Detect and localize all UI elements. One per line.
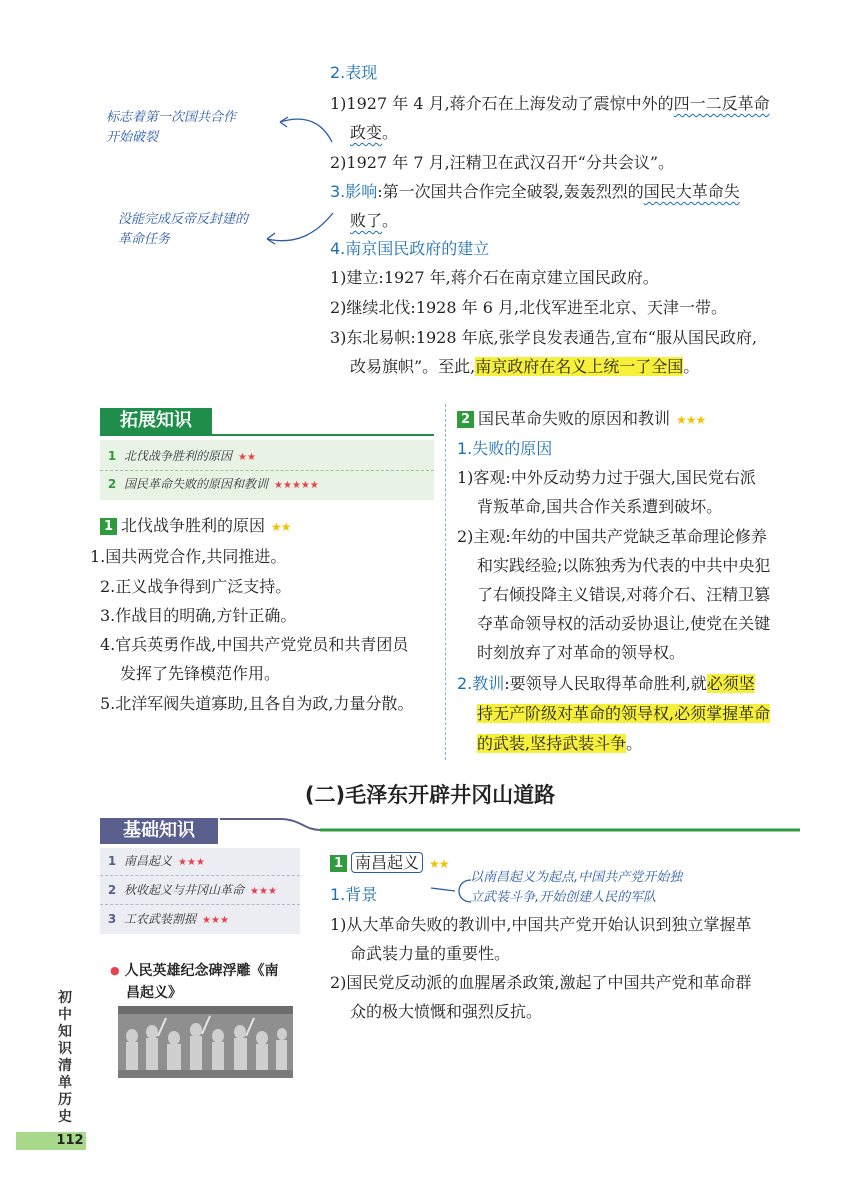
page-number: 112 xyxy=(56,1133,84,1148)
note-line: 开始破裂 xyxy=(106,130,159,145)
star-icon: ★★ xyxy=(429,857,449,871)
number-badge: 1 xyxy=(100,518,117,535)
star-icon: ★★★★★ xyxy=(274,480,319,491)
divider xyxy=(100,434,434,436)
star-icon: ★★★ xyxy=(178,857,205,868)
text-line xyxy=(350,210,398,232)
text-line xyxy=(477,703,770,725)
text-line: 背叛革命,国共合作关系遭到破坏。 xyxy=(477,497,723,516)
item-text: 国民革命失败的原因和教训 xyxy=(124,477,269,491)
highlighted-text: 必须坚 xyxy=(706,674,755,693)
item-number: 1 xyxy=(107,854,117,868)
text-line: 和实践经验;以陈独秀为代表的中共中央犯 xyxy=(477,556,771,575)
item-number: 3 xyxy=(107,912,117,926)
section-title xyxy=(457,408,705,431)
text-line: 众的极大愤慨和强烈反抗。 xyxy=(350,1002,543,1021)
text-line: 2)继续北伐:1928 年 6 月,北伐军进至北京、天津一带。 xyxy=(330,298,728,317)
underlined-text: 败了 xyxy=(350,211,383,230)
text: 1)1927 年 4 月,蒋介石在上海发动了震惊中外的 xyxy=(330,94,674,113)
text-line: 了右倾投降主义错误,对蒋介石、汪精卫篡 xyxy=(477,585,771,604)
handwritten-note xyxy=(106,108,236,148)
expand-list xyxy=(100,440,434,500)
note-line: 以南昌起义为起点,中国共产党开始独 xyxy=(470,870,683,885)
text: 。 xyxy=(382,123,399,142)
text-line xyxy=(350,356,699,378)
text-line: 5.北洋军阀失道寡助,且各自为政,力量分散。 xyxy=(100,694,414,713)
text-line: 发挥了先锋模范作用。 xyxy=(120,664,281,683)
note-line: 没能完成反帝反封建的 xyxy=(118,212,249,227)
text-line xyxy=(350,122,398,144)
underlined-text: 四一二反革命 xyxy=(673,94,770,113)
text-line xyxy=(330,181,740,203)
side-book-label: 初中知识清单 历史 xyxy=(58,990,72,1125)
star-icon: ★★ xyxy=(271,520,291,534)
text-line: 命武装力量的重要性。 xyxy=(350,944,511,963)
section-title-text: 北伐战争胜利的原因 xyxy=(121,516,266,535)
heading-impact: 3.影响 xyxy=(330,182,378,201)
relief-sculpture-image xyxy=(118,1006,293,1078)
highlighted-text: 持无产阶级对革命的领导权,必须掌握革命 xyxy=(477,704,771,723)
heading-background: 1.背景 xyxy=(330,885,378,904)
list-item xyxy=(100,906,300,933)
text-line: 1)从大革命失败的教训中,中国共产党开始认识到独立掌握革 xyxy=(330,915,752,934)
underlined-text: 政变 xyxy=(350,123,383,142)
column-divider xyxy=(445,404,446,760)
text: 。 xyxy=(683,357,700,376)
text-line: 2.正义战争得到广泛支持。 xyxy=(100,577,292,596)
text-line xyxy=(457,673,755,695)
text: :第一次国共合作完全破裂,轰轰烈烈的 xyxy=(377,182,644,201)
handwritten-note xyxy=(118,210,248,250)
number-badge: 2 xyxy=(457,411,474,428)
expand-knowledge-title: 拓展知识 xyxy=(100,408,212,434)
highlighted-text: 的武装,坚持武装斗争 xyxy=(477,734,627,753)
item-number: 1 xyxy=(107,449,117,463)
text-line: 夺革命领导权的活动妥协退让,使党在关键 xyxy=(477,614,771,633)
text-line: 3.作战目的明确,方针正确。 xyxy=(100,606,297,625)
text: :要领导人民取得革命胜利,就 xyxy=(504,674,707,693)
caption-text: 人民英雄纪念碑浮雕《南 xyxy=(124,963,279,979)
item-text: 南昌起义 xyxy=(124,854,173,868)
list-item xyxy=(100,443,434,471)
expand-knowledge-box xyxy=(100,408,434,500)
text: 1.国共两党合作,共同推进。 xyxy=(90,547,287,566)
list-item xyxy=(100,877,300,905)
item-text: 北伐战争胜利的原因 xyxy=(124,449,233,463)
item-number: 2 xyxy=(107,883,117,897)
arrow-icon xyxy=(270,108,340,148)
text-line xyxy=(477,733,642,755)
heading-nanjing-government: 4.南京国民政府的建立 xyxy=(330,239,490,258)
star-icon: ★★★ xyxy=(202,915,229,926)
text-line: 时刻放弃了对革命的领导权。 xyxy=(477,643,686,662)
caption-line xyxy=(110,960,278,982)
text-line: 2)1927 年 7 月,汪精卫在武汉召开“分共会议”。 xyxy=(330,153,675,172)
section-title xyxy=(100,515,291,538)
figure-caption xyxy=(110,960,278,1004)
text: 。 xyxy=(382,211,399,230)
underlined-text: 国民大革命失 xyxy=(643,182,740,201)
text-line xyxy=(330,93,770,115)
star-icon: ★★★ xyxy=(676,413,706,427)
section-title-text: 国民革命失败的原因和教训 xyxy=(478,409,671,428)
list-item xyxy=(100,471,434,498)
heading-performance: 2.表现 xyxy=(330,63,378,82)
section-title-text: 南昌起义 xyxy=(351,852,423,873)
text-line: 4.官兵英勇作战,中国共产党党员和共青团员 xyxy=(100,635,409,654)
note-line: 标志着第一次国共合作 xyxy=(106,110,237,125)
item-number: 2 xyxy=(107,477,117,491)
star-icon: ★★ xyxy=(238,452,256,463)
chapter-title: (二)毛泽东开辟井冈山道路 xyxy=(304,783,556,807)
basic-list xyxy=(100,848,300,934)
heading-lessons: 2.教训 xyxy=(457,674,505,693)
basic-knowledge-title: 基础知识 xyxy=(100,818,218,844)
decorative-line xyxy=(220,818,800,840)
text-line: 1)客观:中外反动势力过于强大,国民党右派 xyxy=(457,468,756,487)
note-line: 革命任务 xyxy=(118,232,171,247)
number-badge: 1 xyxy=(330,855,347,872)
highlighted-text: 南京政府在名义上统一了全国 xyxy=(475,357,684,376)
caption-line: 昌起义》 xyxy=(126,985,182,1001)
text-line: 2)主观:年幼的中国共产党缺乏革命理论修养 xyxy=(457,527,767,546)
text: 改易旗帜”。至此, xyxy=(350,357,476,376)
bracket-icon xyxy=(425,876,475,906)
list-item xyxy=(100,848,300,876)
handwritten-note xyxy=(470,868,682,908)
arrow-icon xyxy=(255,205,340,250)
item-text: 工农武装割据 xyxy=(124,912,197,926)
text-line xyxy=(90,546,287,568)
text-line: 1)建立:1927 年,蒋介石在南京建立国民政府。 xyxy=(330,268,659,287)
section-title xyxy=(330,852,449,875)
text-line: 3)东北易帜:1928 年底,张学良发表通告,宣布“服从国民政府, xyxy=(330,328,758,347)
text-line: 2)国民党反动派的血腥屠杀政策,激起了中国共产党和革命群 xyxy=(330,973,752,992)
note-line: 立武装斗争,开始创建人民的军队 xyxy=(470,890,657,905)
item-text: 秋收起义与井冈山革命 xyxy=(124,883,245,897)
bullet-icon: ● xyxy=(110,964,120,977)
text: 。 xyxy=(626,734,643,753)
star-icon: ★★★ xyxy=(250,886,277,897)
heading-reasons: 1.失败的原因 xyxy=(457,439,553,458)
